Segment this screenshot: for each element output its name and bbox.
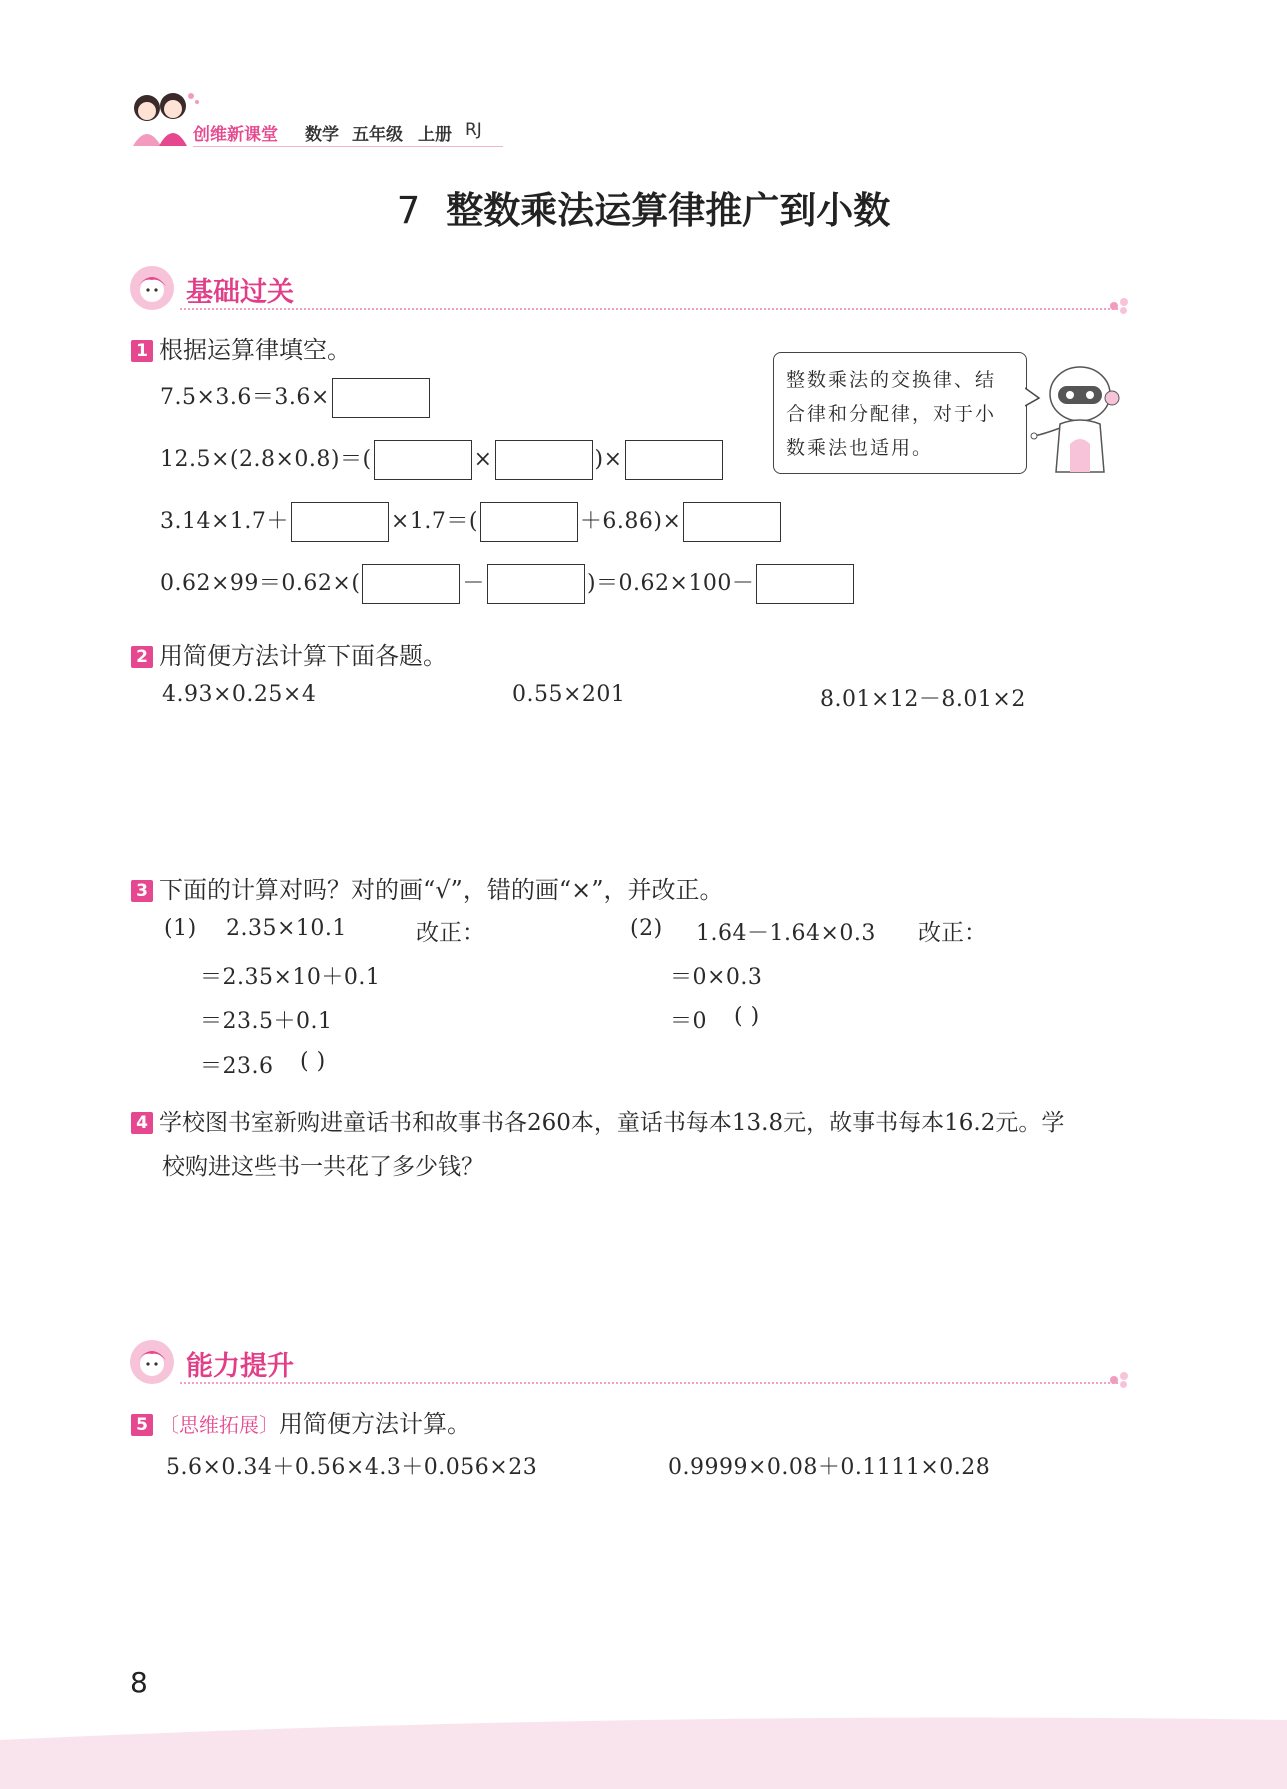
section-advanced-title: 能力提升 <box>186 1351 294 1382</box>
q3-prompt <box>131 870 723 905</box>
lesson-name: 整数乘法运算律推广到小数 <box>446 189 891 232</box>
q3-part2-judge-paren[interactable]: ( ) <box>734 1004 760 1029</box>
grade: 五年级 <box>352 125 403 145</box>
q2-item-1: 4.93×0.25×4 <box>162 682 317 707</box>
answer-box[interactable] <box>683 502 781 542</box>
q3-part2-step-1: ＝0×0.3 <box>670 965 763 990</box>
q1-row-3-text-c: ＋6.86)× <box>579 509 682 534</box>
answer-box[interactable] <box>332 378 430 418</box>
answer-box[interactable] <box>487 564 585 604</box>
q3-part1-judge-paren[interactable]: ( ) <box>300 1049 326 1074</box>
q5-tag: 〔思维拓展〕 <box>159 1413 279 1437</box>
q2-prompt <box>131 636 447 671</box>
q1-prompt <box>131 330 351 365</box>
q2-item-2: 0.55×201 <box>512 682 626 707</box>
q3-text: 下面的计算对吗？对的画“√”，错的画“×”，并改正。 <box>159 876 724 904</box>
q1-row-1-text: 7.5×3.6＝3.6× <box>160 385 330 410</box>
answer-box[interactable] <box>291 502 389 542</box>
q3-part2-correct-label: 改正： <box>918 920 987 946</box>
girl-avatar-icon <box>128 264 176 312</box>
header <box>125 86 505 156</box>
footer-band <box>0 1700 1287 1789</box>
answer-box[interactable] <box>374 440 472 480</box>
dots-decoration-icon <box>1110 298 1132 314</box>
answer-box[interactable] <box>625 440 723 480</box>
speech-line-3: 数乘法也适用。 <box>786 437 934 459</box>
q1-row-1 <box>160 376 432 420</box>
q1-row-3-text-b: ×1.7＝( <box>390 509 478 534</box>
q5-item-2: 0.9999×0.08＋0.1111×0.28 <box>668 1455 991 1480</box>
volume: 上册 <box>418 125 452 145</box>
q5-text: 用简便方法计算。 <box>279 1410 471 1438</box>
q3-part2-label: (2) <box>630 916 663 941</box>
q3-part1-step-2: ＝23.5＋0.1 <box>200 1009 333 1034</box>
q4-line-1 <box>131 1104 1064 1137</box>
q1-number: 1 <box>131 340 153 362</box>
q5-number: 5 <box>131 1414 153 1436</box>
answer-box[interactable] <box>756 564 854 604</box>
dots-decoration-icon <box>1110 1372 1132 1388</box>
header-underline <box>193 146 503 147</box>
q3-part1-correct-label: 改正： <box>416 920 485 946</box>
subject: 数学 <box>305 125 339 145</box>
answer-box[interactable] <box>480 502 578 542</box>
q2-number: 2 <box>131 646 153 668</box>
q1-row-2 <box>160 438 725 482</box>
speech-line-1: 整数乘法的交换律、结 <box>786 369 997 391</box>
q2-text: 用简便方法计算下面各题。 <box>159 642 447 670</box>
q1-row-4-text-c: )＝0.62×100－ <box>586 571 755 596</box>
q1-row-3-text-a: 3.14×1.7＋ <box>160 509 289 534</box>
q4-number: 4 <box>131 1112 153 1134</box>
answer-box[interactable] <box>362 564 460 604</box>
q3-part1-expr: 2.35×10.1 <box>226 916 347 941</box>
q4-text-1: 学校图书室新购进童话书和故事书各260本，童话书每本13.8元，故事书每本16.2元。学 <box>159 1110 1065 1136</box>
q1-row-4-text-b: － <box>462 571 485 596</box>
speech-bubble <box>773 352 1027 474</box>
q1-row-4-text-a: 0.62×99＝0.62×( <box>160 571 361 596</box>
q3-part1-step-1: ＝2.35×10＋0.1 <box>200 965 381 990</box>
q3-number: 3 <box>131 880 153 902</box>
section-advanced-divider <box>180 1382 1118 1384</box>
speech-line-2: 合律和分配律，对于小 <box>786 403 997 425</box>
q1-row-4 <box>160 562 856 606</box>
q5-item-1: 5.6×0.34＋0.56×4.3＋0.056×23 <box>166 1455 538 1480</box>
q3-part2-step-2: ＝0 <box>670 1009 707 1034</box>
brand-name: 创维新课堂 <box>193 125 278 145</box>
section-advanced <box>128 1338 1128 1388</box>
lesson-title <box>0 180 1287 234</box>
edition: RJ <box>465 120 482 140</box>
q1-row-2-text-a: 12.5×(2.8×0.8)＝( <box>160 447 372 472</box>
q1-row-3 <box>160 500 783 544</box>
section-basic-divider <box>180 308 1118 310</box>
section-basic-title: 基础过关 <box>186 277 294 308</box>
q3-part1-step-3: ＝23.6 <box>200 1054 274 1079</box>
q4-line-2: 校购进这些书一共花了多少钱？ <box>162 1154 484 1180</box>
q3-part1-label: (1) <box>164 916 197 941</box>
q3-part2-expr: 1.64－1.64×0.3 <box>696 921 876 946</box>
page-number: 8 <box>130 1666 148 1699</box>
q1-row-2-text-b: × <box>473 447 493 472</box>
lesson-number: 7 <box>396 189 421 232</box>
answer-box[interactable] <box>495 440 593 480</box>
q1-text: 根据运算律填空。 <box>159 336 351 364</box>
girl-avatar-icon <box>128 1338 176 1386</box>
robot-mascot-icon <box>1030 364 1130 474</box>
q1-row-2-text-c: )× <box>594 447 623 472</box>
q5-prompt <box>131 1404 471 1439</box>
section-basic <box>128 264 1128 314</box>
q2-item-3: 8.01×12－8.01×2 <box>820 687 1026 712</box>
